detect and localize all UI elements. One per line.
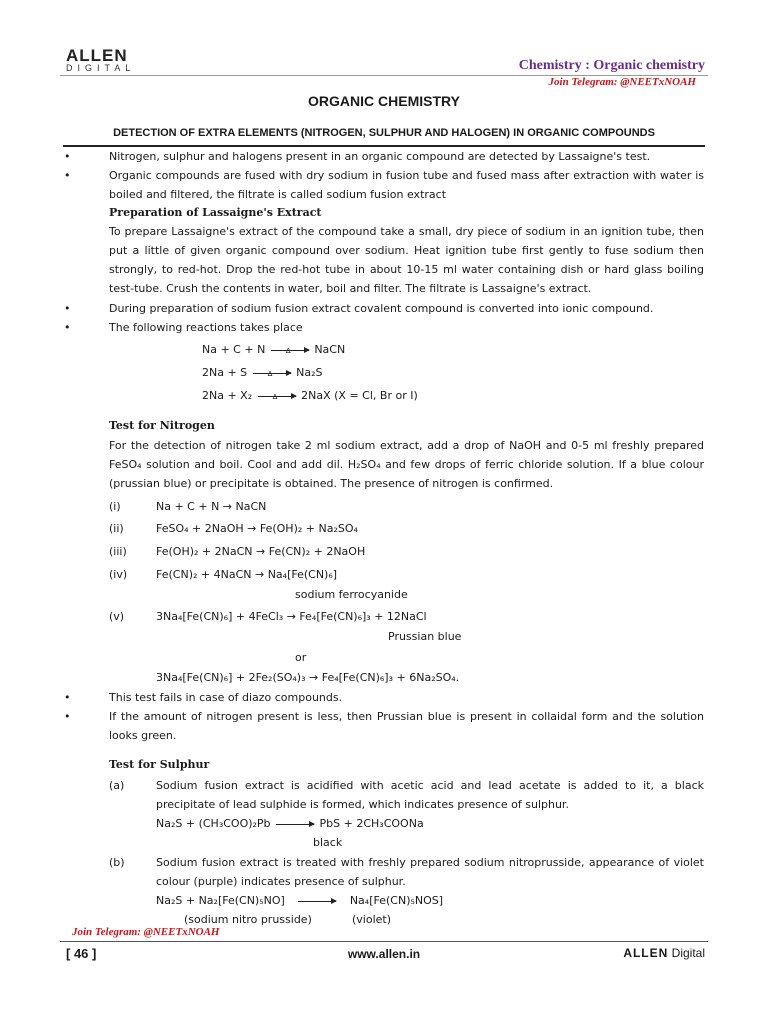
bullet: • — [64, 302, 71, 315]
note-violet: (violet) — [352, 913, 392, 926]
prep-paragraph: To prepare Lassaigne's extract of the compound take a small, dry piece of sodium in an ignition tube, then put a little of given organic compound over sodium. Heat ignition tube first gently to fuse sodium then strongly, to red-hot. Drop the red-hot tube in about 10-15 ml water containing dish or hard glass boiling test-tube. Crush the contents in water, boil and filter. The filtrate is Lassaigne's extract. — [109, 225, 704, 295]
note-sodium-ferrocyanide: sodium ferrocyanide — [295, 588, 408, 601]
bullet: • — [64, 321, 71, 334]
alternate-equation: 3Na₄[Fe(CN)₆] + 2Fe₂(SO₄)₃ → Fe₄[Fe(CN)₆]₃ + 6Na₂SO₄. — [156, 671, 460, 684]
allen-logo: ALLEN — [66, 46, 128, 65]
item-label: (iii) — [109, 545, 127, 558]
sulphur-heading: Test for Sulphur — [109, 758, 210, 771]
footer-brand: ALLEN Digital — [623, 946, 705, 960]
or-text: or — [295, 651, 307, 664]
item-label: (v) — [109, 610, 125, 623]
nitrogen-paragraph: For the detection of nitrogen take 2 ml sodium extract, add a drop of NaOH and 0-5 ml freshly prepared FeSO₄ solution and boil. Cool and add dil. H₂SO₄ and few drops of ferric chloride solution. If a blue colour (prussian blue) or precipitate is obtained. The presence of nitrogen is confirmed. — [109, 439, 704, 490]
item-label: (ii) — [109, 522, 124, 535]
nitrogen-note-2: If the amount of nitrogen present is less, then Prussian blue is present in collaidal form and the solution looks green. — [109, 710, 704, 742]
item-label: (iv) — [109, 568, 128, 581]
website-link[interactable]: www.allen.in — [347, 947, 421, 961]
bullet: • — [64, 150, 71, 163]
nitrogen-heading: Test for Nitrogen — [109, 419, 215, 432]
heat-arrow-icon: Δ — [258, 396, 296, 397]
equation: Fe(CN)₂ + 4NaCN → Na₄[Fe(CN)₆] — [156, 568, 338, 581]
note-black: black — [313, 836, 343, 849]
sulphur-test-b: Sodium fusion extract is treated with freshly prepared sodium nitroprusside, appearance of violet colour (purple) indicates presence of sulphur. — [156, 856, 704, 888]
bullet: • — [64, 710, 71, 723]
equation: Fe(OH)₂ + 2NaCN → Fe(CN)₂ + 2NaOH — [156, 545, 366, 558]
bullet: • — [64, 169, 71, 182]
sulphur-equation-a: Na₂S + (CH₃COO)₂Pb PbS + 2CH₃COONa — [156, 817, 424, 830]
page-title: ORGANIC CHEMISTRY — [308, 93, 460, 109]
section-title: DETECTION OF EXTRA ELEMENTS (NITROGEN, SULPHUR AND HALOGEN) IN ORGANIC COMPOUNDS — [113, 127, 655, 139]
note-sodium-nitroprusside: (sodium nitro prusside) — [184, 913, 312, 926]
intro-paragraph-4: The following reactions takes place — [109, 321, 303, 334]
reaction-1: Na + C + N Δ NaCN — [202, 343, 346, 356]
item-label: (b) — [109, 856, 125, 869]
equation: 3Na₄[Fe(CN)₆] + 4FeCl₃ → Fe₄[Fe(CN)₆]₃ + 12NaCl — [156, 610, 427, 623]
arrow-icon — [276, 824, 314, 825]
intro-paragraph-1: Nitrogen, sulphur and halogens present in an organic compound are detected by Lassaigne's test. — [109, 150, 651, 163]
heat-arrow-icon: Δ — [253, 373, 291, 374]
equation: FeSO₄ + 2NaOH → Fe(OH)₂ + Na₂SO₄ — [156, 522, 358, 535]
intro-paragraph-2: Organic compounds are fused with dry sodium in fusion tube and fused mass after extraction with water is boiled and filtered, the filtrate is called sodium fusion extract — [109, 169, 704, 201]
footer-telegram-link[interactable]: Join Telegram: @NEETxNOAH — [72, 926, 220, 938]
item-label: (i) — [109, 500, 121, 513]
arrow-icon — [298, 901, 336, 902]
note-prussian-blue: Prussian blue — [388, 630, 462, 643]
header-telegram-link[interactable]: Join Telegram: @NEETxNOAH — [548, 76, 696, 88]
logo-subtitle: DIGITAL — [66, 63, 136, 73]
equation: Na + C + N → NaCN — [156, 500, 267, 513]
reaction-2: 2Na + S Δ Na₂S — [202, 366, 323, 379]
reaction-3: 2Na + X₂ Δ 2NaX (X = Cl, Br or I) — [202, 389, 418, 402]
sulphur-equation-b: Na₂S + Na₂[Fe(CN)₅NO] Na₄[Fe(CN)₅NOS] — [156, 894, 444, 907]
header-subject: Chemistry : Organic chemistry — [518, 58, 705, 73]
page-number: [ 46 ] — [66, 946, 97, 961]
sulphur-test-a: Sodium fusion extract is acidified with acetic acid and lead acetate is added to it, a black precipitate of lead sulphide is formed, which indicates presence of sulphur. — [156, 779, 704, 811]
footer-divider — [60, 941, 708, 942]
item-label: (a) — [109, 779, 125, 792]
prep-heading: Preparation of Lassaigne's Extract — [109, 206, 322, 219]
heat-arrow-icon: Δ — [271, 350, 309, 351]
intro-paragraph-3: During preparation of sodium fusion extract covalent compound is converted into ionic compound. — [109, 302, 654, 315]
nitrogen-note-1: This test fails in case of diazo compounds. — [109, 691, 343, 704]
bullet: • — [64, 691, 71, 704]
